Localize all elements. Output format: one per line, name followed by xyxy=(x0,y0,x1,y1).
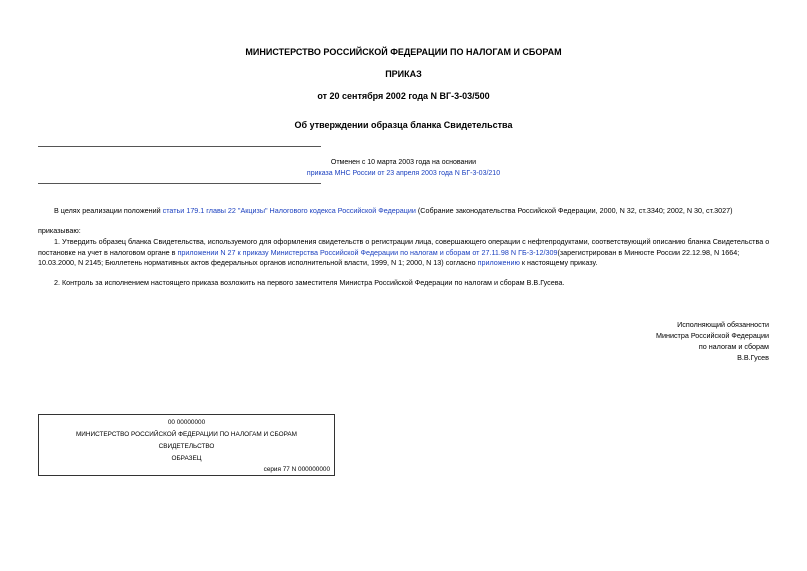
paragraph-item-1 xyxy=(38,237,773,269)
document-title: Об утверждении образца бланка Свидетельства xyxy=(294,120,513,130)
preamble-text-suffix: (Собрание законодательства Российской Федерации, 2000, N 32, ст.3340; 2002, N 30, ст.3027) xyxy=(415,206,733,215)
tax-code-link[interactable]: статьи 179.1 главы 22 "Акцизы" Налогового кодекса Российской Федерации xyxy=(162,206,416,215)
notice-top-rule xyxy=(38,146,321,147)
item-1-text-b: (зарегистрирован в Минюсте России 22.12.98, N 1664; 10.03.2000, N 2145; Бюллетень нормативных актов федеральных органов исполнительной власти, 1999, N 1; 2000, N 13) согласно xyxy=(38,247,740,267)
signature-position-line2: Министра Российской Федерации xyxy=(655,331,769,340)
certificate-sample-form xyxy=(38,414,335,476)
paragraph-preamble xyxy=(38,206,773,217)
preamble-text-prefix: В целях реализации положений xyxy=(54,206,163,215)
signature-block xyxy=(656,319,769,363)
signature-position-line3: по налогам и сборам xyxy=(698,342,769,351)
notice-bottom-rule xyxy=(38,183,321,184)
appendix-link[interactable]: приложению xyxy=(477,258,520,267)
signature-position-line1: Исполняющий обязанности xyxy=(677,320,769,329)
doc-type-heading: ПРИКАЗ xyxy=(385,69,422,79)
item-1-text-c: к настоящему приказу. xyxy=(519,258,598,267)
form-code: 00 00000000 xyxy=(167,419,206,426)
signature-name: В.В.Гусев xyxy=(737,353,769,362)
repeal-notice-link[interactable]: приказа МНС России от 23 апреля 2003 года N БГ-3-03/210 xyxy=(306,170,501,177)
ministry-heading: МИНИСТЕРСТВО РОССИЙСКОЙ ФЕДЕРАЦИИ ПО НАЛОГАМ И СБОРАМ xyxy=(245,47,562,57)
date-number-heading: от 20 сентября 2002 года N ВГ-3-03/500 xyxy=(317,91,490,101)
form-serial: серия 77 N 000000000 xyxy=(263,466,330,473)
form-ministry: МИНИСТЕРСТВО РОССИЙСКОЙ ФЕДЕРАЦИИ ПО НАЛОГАМ И СБОРАМ xyxy=(75,431,297,438)
form-doc-name: СВИДЕТЕЛЬСТВО xyxy=(158,443,215,450)
repeal-notice-text: Отменен с 10 марта 2003 года на основании xyxy=(330,159,477,166)
item-1-text-a: 1. Утвердить образец бланка Свидетельства, используемого для оформления свидетельств о регистрации лица, совершающего операции с нефтепродуктами, соответствующий описанию бланка Свидетельства о постановке на учет в налоговом органе в xyxy=(38,237,770,257)
form-sample-label: ОБРАЗЕЦ xyxy=(171,455,202,462)
repeal-notice xyxy=(0,157,807,179)
appendix-27-link[interactable]: приложении N 27 к приказу Министерства Российской Федерации по налогам и сборам от 27.11.98 N ГБ-3-12/309 xyxy=(177,247,558,257)
paragraph-item-2: 2. Контроль за исполнением настоящего приказа возложить на первого заместителя Министра Российской Федерации по налогам и сборам В.В.Гусева. xyxy=(54,278,565,287)
order-word: приказываю: xyxy=(38,226,81,235)
